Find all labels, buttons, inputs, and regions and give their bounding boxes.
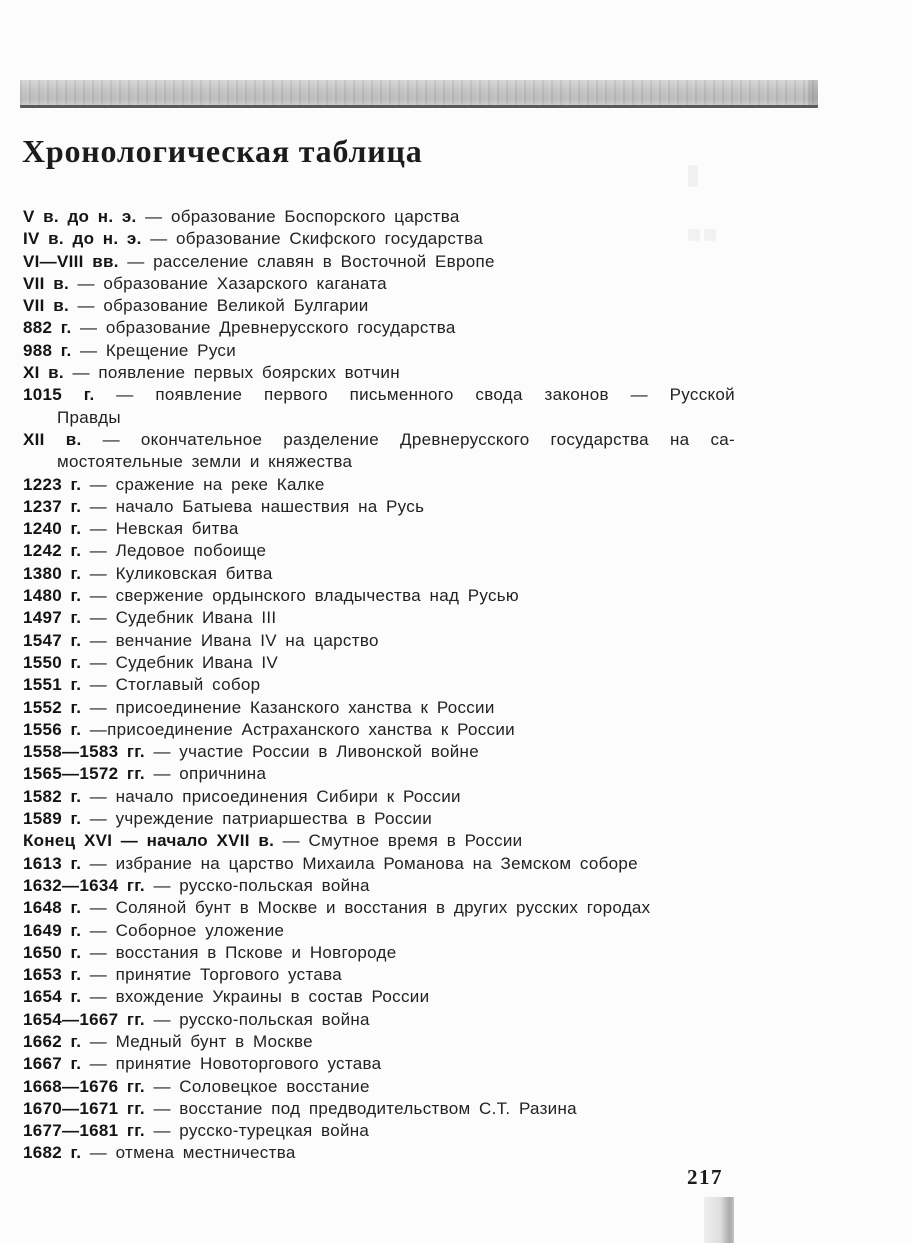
scan-edge-artifact <box>704 1197 734 1243</box>
entry-date: 1547 г. <box>23 630 82 650</box>
chronology-entry <box>23 652 735 674</box>
entry-text: — начало присоединения Сибири к России <box>89 786 461 806</box>
chronology-entry <box>23 763 735 785</box>
entry-first-line <box>23 630 735 652</box>
scan-smudge <box>688 165 698 187</box>
entry-first-line <box>23 384 735 406</box>
entry-first-line <box>23 897 735 919</box>
entry-first-line <box>23 1031 735 1053</box>
entry-date: 1237 г. <box>23 496 82 516</box>
entry-first-line <box>23 741 735 763</box>
chronology-entry <box>23 630 735 652</box>
entry-text: — русско-польская война <box>153 1009 370 1029</box>
entry-first-line <box>23 206 735 228</box>
entry-date: V в. до н. э. <box>23 207 137 226</box>
chronology-entry <box>23 1120 735 1142</box>
entry-date: 1648 г. <box>23 898 82 918</box>
entry-text: — русско-польская война <box>153 875 370 895</box>
entry-text: — Соляной бунт в Москве и восстания в других русских городах <box>89 898 651 918</box>
entry-text: — принятие Торгового устава <box>89 965 343 985</box>
entry-text: — начало Батыева нашествия на Русь <box>89 496 425 516</box>
chronology-entry <box>23 228 735 250</box>
entry-text: — избрание на царство Михаила Романова на Земском соборе <box>89 853 638 873</box>
chronology-entry <box>23 496 735 518</box>
entry-text: — русско-турецкая война <box>153 1121 370 1141</box>
chronology-entry <box>23 384 735 429</box>
entry-first-line <box>23 697 735 719</box>
entry-first-line <box>23 429 735 451</box>
entry-text: — присоединение Казанского ханства к России <box>89 697 495 717</box>
entry-first-line <box>23 1053 735 1075</box>
entry-date: 1565—1572 гг. <box>23 764 145 784</box>
entry-text-continued: мостоятельные земли и княжества <box>57 452 353 472</box>
entry-date: VII в. <box>23 296 69 316</box>
entry-first-line <box>23 362 735 384</box>
chronology-entry <box>23 206 735 228</box>
entry-text: — восстание под предводительством С.Т. Разина <box>153 1098 577 1118</box>
page-title: Хронологическая таблица <box>22 133 423 170</box>
chronology-entry <box>23 674 735 696</box>
entry-text: — расселение славян в Восточной Европе <box>127 251 495 271</box>
entry-date: 1654—1667 гг. <box>23 1009 145 1029</box>
entry-text: — Крещение Руси <box>80 340 237 360</box>
entry-date: 1649 г. <box>23 920 82 940</box>
entry-date: 1668—1676 гг. <box>23 1076 145 1096</box>
entry-first-line <box>23 875 735 897</box>
chronology-entry <box>23 295 735 317</box>
entry-date: VI—VIII вв. <box>23 251 119 271</box>
entry-date: 1653 г. <box>23 965 82 985</box>
chronology-entry <box>23 1053 735 1075</box>
chronology-entry <box>23 563 735 585</box>
chronology-entry <box>23 340 735 362</box>
entry-first-line <box>23 540 735 562</box>
chronology-entry <box>23 518 735 540</box>
decorative-header-bar <box>20 80 818 108</box>
entry-first-line <box>23 786 735 808</box>
entry-first-line <box>23 674 735 696</box>
entry-first-line <box>23 1120 735 1142</box>
entry-text: — Куликовская битва <box>89 563 273 583</box>
chronology-entry <box>23 830 735 852</box>
entry-date: Конец XVI — начало XVII в. <box>23 831 275 851</box>
entry-first-line <box>23 808 735 830</box>
entry-first-line <box>23 496 735 518</box>
entry-text: — образование Скифского государства <box>150 229 484 249</box>
entry-date: 1497 г. <box>23 608 82 628</box>
entry-text: — Судебник Ивана IV <box>89 652 279 672</box>
chronology-entry <box>23 1031 735 1053</box>
entry-first-line <box>23 228 735 250</box>
entry-text: — отмена местничества <box>89 1143 296 1163</box>
entry-text: — образование Великой Булгарии <box>77 296 369 316</box>
entry-date: 1380 г. <box>23 563 82 583</box>
entry-text: — участие России в Ливонской войне <box>153 742 479 762</box>
entry-text: —присоединение Астраханского ханства к России <box>89 719 515 739</box>
entry-text: — сражение на реке Калке <box>89 474 325 494</box>
entry-first-line <box>23 563 735 585</box>
entry-first-line <box>23 1098 735 1120</box>
entry-text: — принятие Новоторгового устава <box>89 1054 382 1074</box>
chronology-entry <box>23 251 735 273</box>
entry-text: — Смутное время в России <box>282 831 523 851</box>
chronology-entry <box>23 741 735 763</box>
entry-text: — образование Боспорского царства <box>145 207 460 226</box>
entry-date: 1662 г. <box>23 1031 82 1051</box>
entry-date: XII в. <box>23 429 82 449</box>
chronology-entry <box>23 273 735 295</box>
entry-text: — Стоглавый собор <box>89 675 261 695</box>
entry-text: — появление первого письменного свода законов — Русской <box>116 385 735 405</box>
chronology-entry <box>23 719 735 741</box>
entry-text: — Соловецкое восстание <box>153 1076 370 1096</box>
entry-date: 1632—1634 гг. <box>23 875 145 895</box>
entry-date: 1480 г. <box>23 586 82 606</box>
page-number: 217 <box>687 1165 723 1189</box>
entry-first-line <box>23 942 735 964</box>
entry-date: IV в. до н. э. <box>23 229 142 249</box>
entry-text: — образование Хазарского каганата <box>77 273 387 293</box>
chronology-entry <box>23 1098 735 1120</box>
entry-text: — свержение ордынского владычества над Русью <box>89 586 519 606</box>
entry-date: 1223 г. <box>23 474 82 494</box>
entry-first-line <box>23 763 735 785</box>
entry-date: 1582 г. <box>23 786 82 806</box>
entry-first-line <box>23 474 735 496</box>
chronology-entry <box>23 964 735 986</box>
entry-date: VII в. <box>23 273 69 293</box>
chronology-entry <box>23 808 735 830</box>
chronology-entry <box>23 786 735 808</box>
entry-text: — восстания в Пскове и Новгороде <box>89 942 397 962</box>
chronology-entry <box>23 875 735 897</box>
entry-first-line <box>23 1142 735 1164</box>
entry-date: 1589 г. <box>23 809 82 829</box>
entry-text-continued: Правды <box>57 407 121 427</box>
entry-first-line <box>23 251 735 273</box>
entry-date: 1682 г. <box>23 1143 82 1163</box>
chronology-entry <box>23 429 735 474</box>
entry-first-line <box>23 964 735 986</box>
chronology-entry <box>23 1142 735 1164</box>
entry-date: 882 г. <box>23 318 72 338</box>
entry-date: XI в. <box>23 363 64 383</box>
chronology-entry <box>23 853 735 875</box>
entry-text: — Ледовое побоище <box>89 541 267 561</box>
entry-text: — Медный бунт в Москве <box>89 1031 313 1051</box>
chronology-entry <box>23 607 735 629</box>
entry-date: 988 г. <box>23 340 72 360</box>
entry-date: 1552 г. <box>23 697 82 717</box>
entry-date: 1667 г. <box>23 1054 82 1074</box>
entry-date: 1677—1681 гг. <box>23 1121 145 1141</box>
entry-text: — окончательное разделение Древнерусского государства на са- <box>102 429 735 449</box>
entry-text: — образование Древнерусского государства <box>80 318 456 338</box>
entry-first-line <box>23 273 735 295</box>
entry-date: 1550 г. <box>23 652 82 672</box>
entry-first-line <box>23 920 735 942</box>
entry-first-line <box>23 986 735 1008</box>
entry-text: — вхождение Украины в состав России <box>89 987 430 1007</box>
entry-text: — появление первых боярских вотчин <box>72 363 400 383</box>
entry-date: 1613 г. <box>23 853 82 873</box>
entry-text: — Невская битва <box>89 519 239 539</box>
entry-first-line <box>23 830 735 852</box>
entry-text: — опричнина <box>153 764 267 784</box>
entry-first-line <box>23 295 735 317</box>
chronology-entry <box>23 942 735 964</box>
entry-date: 1240 г. <box>23 519 82 539</box>
chronology-entry <box>23 897 735 919</box>
chronology-entry <box>23 362 735 384</box>
chronology-entry <box>23 1009 735 1031</box>
entry-text: — учреждение патриаршества в России <box>89 809 433 829</box>
entry-text: — Соборное уложение <box>89 920 285 940</box>
entry-first-line <box>23 340 735 362</box>
entry-first-line <box>23 585 735 607</box>
entry-text: — венчание Ивана IV на царство <box>89 630 379 650</box>
entry-first-line <box>23 652 735 674</box>
entry-date: 1242 г. <box>23 541 82 561</box>
entry-first-line <box>23 518 735 540</box>
chronology-entry <box>23 1076 735 1098</box>
entry-first-line <box>23 853 735 875</box>
chronology-entry <box>23 697 735 719</box>
chronology-entry <box>23 585 735 607</box>
entry-first-line <box>23 317 735 339</box>
entry-first-line <box>23 719 735 741</box>
entry-first-line <box>23 607 735 629</box>
entry-date: 1650 г. <box>23 942 82 962</box>
chronology-entry <box>23 474 735 496</box>
entry-date: 1654 г. <box>23 987 82 1007</box>
entry-first-line <box>23 1009 735 1031</box>
chronology-entry <box>23 317 735 339</box>
entry-date: 1015 г. <box>23 385 95 405</box>
chronology-list <box>23 206 735 1165</box>
chronology-entry <box>23 540 735 562</box>
entry-text: — Судебник Ивана III <box>89 608 277 628</box>
chronology-entry <box>23 920 735 942</box>
entry-date: 1551 г. <box>23 675 82 695</box>
entry-first-line <box>23 1076 735 1098</box>
entry-date: 1556 г. <box>23 719 82 739</box>
chronology-entry <box>23 986 735 1008</box>
entry-date: 1670—1671 гг. <box>23 1098 145 1118</box>
entry-date: 1558—1583 гг. <box>23 742 145 762</box>
